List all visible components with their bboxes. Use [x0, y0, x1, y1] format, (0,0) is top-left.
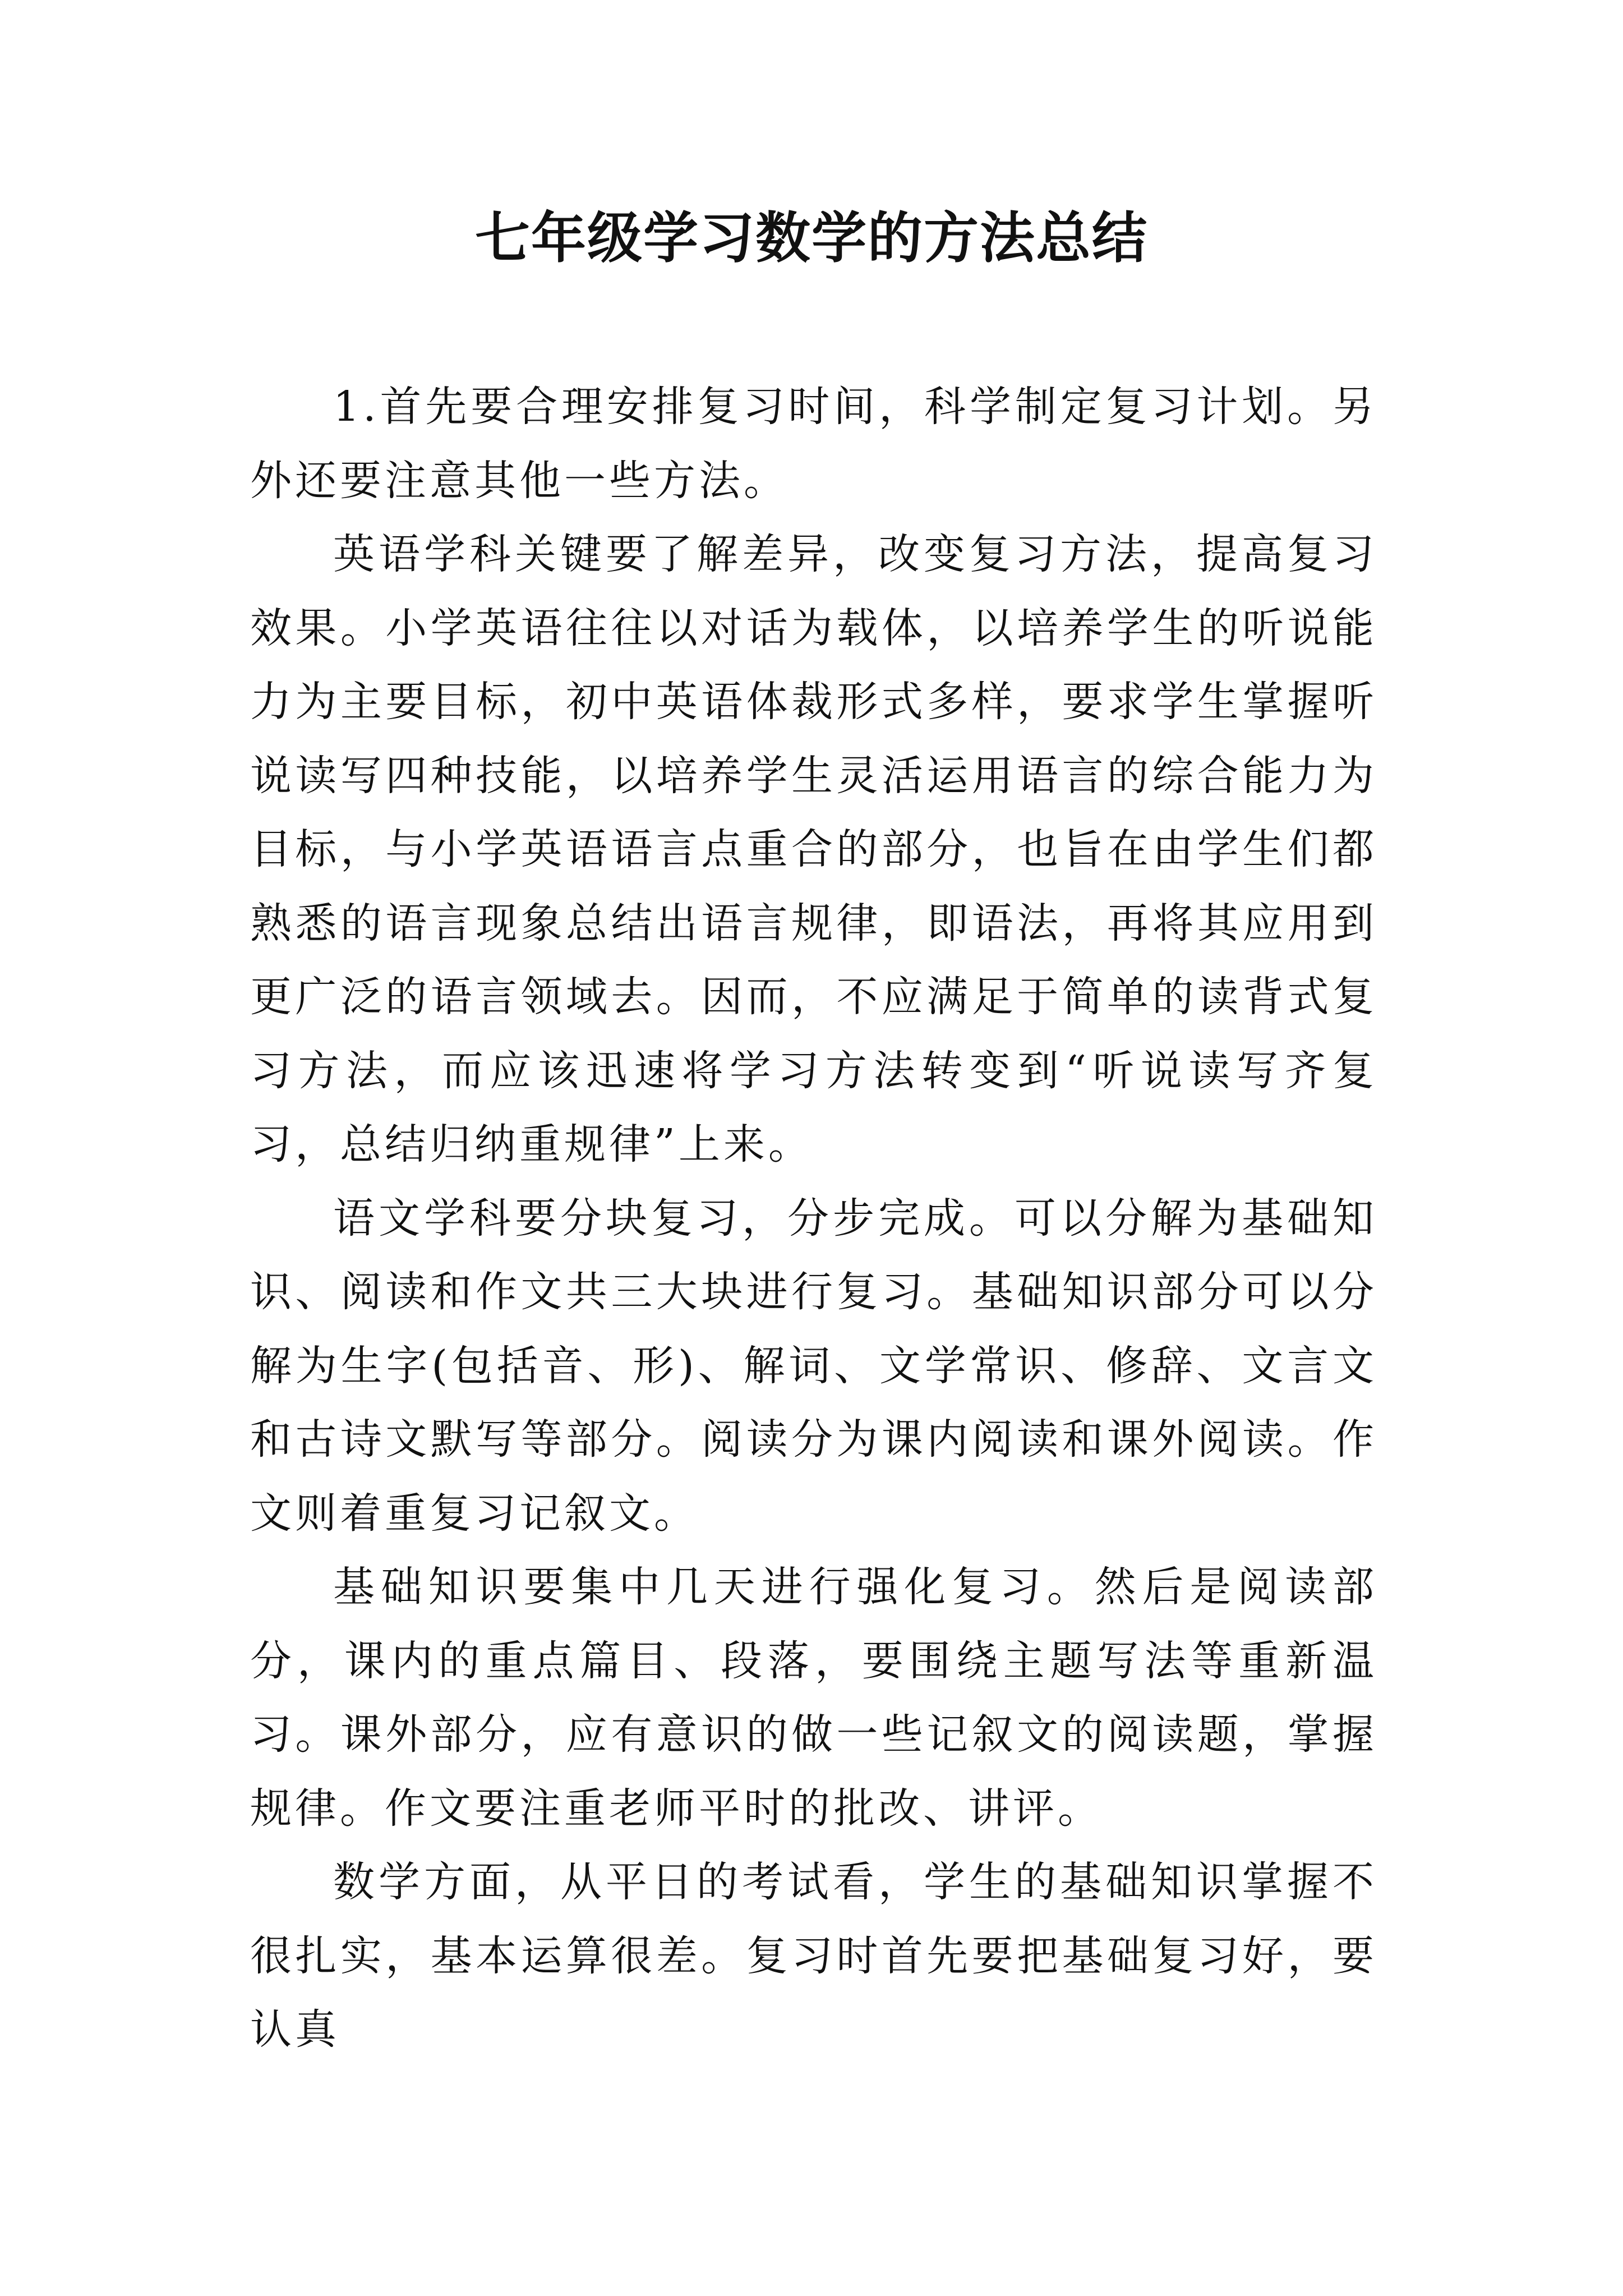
paragraph-chinese: 语文学科要分块复习，分步完成。可以分解为基础知识、阅读和作文共三大块进行复习。基础知识部分可以分解为生字(包括音、形)、解词、文学常识、修辞、文言文和古诗文默写等部分。阅读分为课内阅读和课外阅读。作文则着重复习记叙文。 — [250, 1194, 1377, 1538]
paragraph-english: 英语学科关键要了解差异，改变复习方法，提高复习效果。小学英语往往以对话为载体，以培养学生的听说能力为主要目标，初中英语体裁形式多样，要求学生掌握听说读写四种技能，以培养学生灵活运用语言的综合能力为目标，与小学英语语言点重合的部分，也旨在由学生们都熟悉的语言现象总结出语言规律，即语法，再将其应用到更广泛的语言领域去。因而，不应满足于简单的读背式复习方法，而应该迅速将学习方法转变到“听说读写齐复习，总结归纳重规律”上来。 — [250, 530, 1377, 1168]
document-body — [250, 370, 1377, 2067]
paragraph-basic-knowledge: 基础知识要集中几天进行强化复习。然后是阅读部分，课内的重点篇目、段落，要围绕主题写法等重新温习。课外部分，应有意识的做一些记叙文的阅读题，掌握规律。作文要注重老师平时的批改、讲评。 — [250, 1563, 1377, 1833]
document-title: 七年级学习数学的方法总结 — [474, 206, 1148, 270]
paragraph-math: 数学方面，从平日的考试看，学生的基础知识掌握不很扎实，基本运算很差。复习时首先要把基础复习好，要认真 — [250, 1858, 1377, 2054]
paragraph-review-plan: 1.首先要合理安排复习时间，科学制定复习计划。另外还要注意其他一些方法。 — [250, 383, 1377, 505]
